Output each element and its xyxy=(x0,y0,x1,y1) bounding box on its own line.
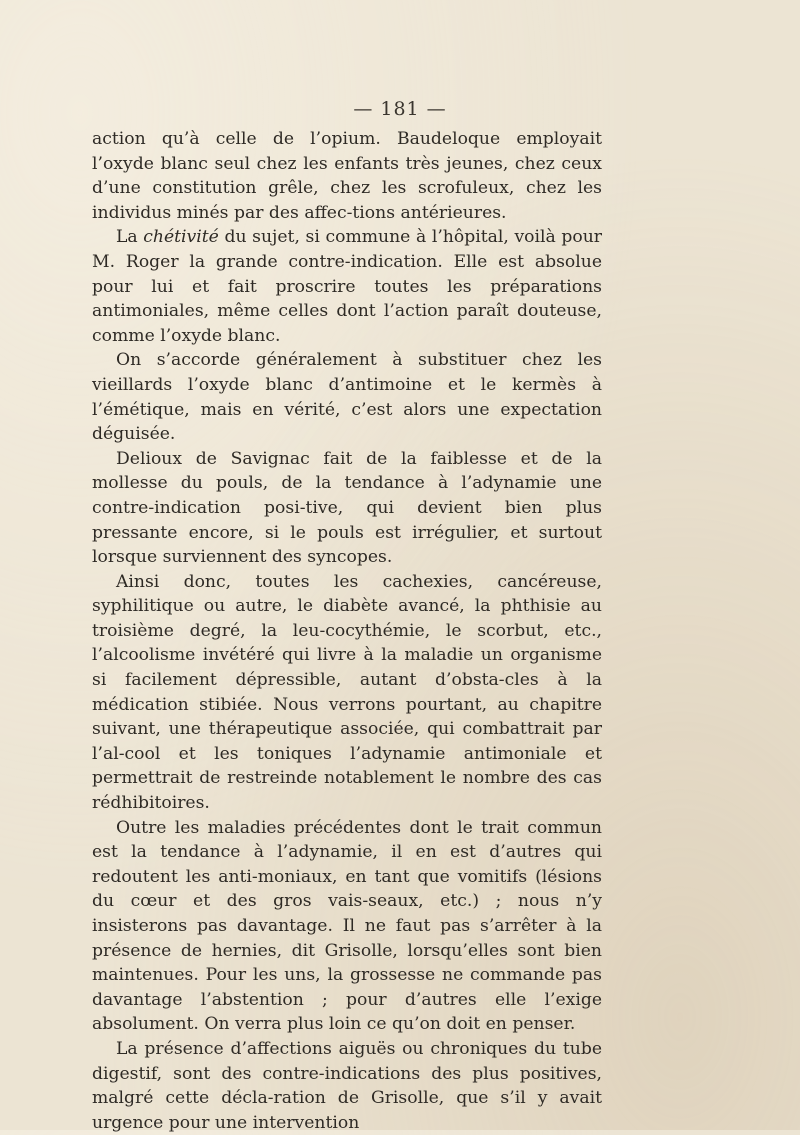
paragraph: action qu’à celle de l’opium. Baudeloque employait l’oxyde blanc seul chez les enfants très jeunes, chez ceux d’une constitution grêle, chez les scrofuleux, chez les individus minés par des affec-tions antérieures. xyxy=(92,129,602,223)
paragraph: On s’accorde généralement à substituer chez les vieillards l’oxyde blanc d’antimoine et le kermès à l’émétique, mais en vérité, c’est alors une expectation déguisée. xyxy=(92,350,602,445)
paragraph-lead: La xyxy=(116,227,144,248)
body-text xyxy=(92,127,602,1135)
paragraph-text: du sujet, si commune à l’hôpital, voilà pour M. Roger la grande contre-indication. Elle est absolue pour lui et fait proscrire toutes les préparations antimoniales, même celles dont l’action paraît douteuse, comme l’oxyde blanc. xyxy=(92,227,602,346)
page-number: — 181 — xyxy=(353,98,447,120)
paragraph: Outre les maladies précédentes dont le trait commun est la tendance à l’adynamie, il en est d’autres qui redoutent les anti-moniaux, en tant que vomitifs (lésions du cœur et des gros vais-seaux, etc.) ; nous n’y insisterons pas davantage. Il ne faut pas s’arrêter à la présence de hernies, dit Grisolle, lorsqu’elles sont bien maintenues. Pour les uns, la grossesse ne commande pas davantage l’abstention ; pour d’autres elle l’exige absolument. On verra plus loin ce qu’on doit en penser. xyxy=(92,817,602,1035)
paragraph xyxy=(92,225,602,348)
paragraph: Ainsi donc, toutes les cachexies, cancéreuse, syphilitique ou autre, le diabète avancé, la phthisie au troisième degré, la leu-cocythémie, le scorbut, etc., l’alcoolisme invétéré qui livre à la maladie un organisme si facilement dépressible, autant d’obsta-cles à la médication stibiée. Nous verrons pourtant, au chapitre suivant, une thérapeutique associée, qui combattrait par l’al-cool et les toniques l’adynamie antimoniale et permettrait de restreinde notablement le nombre des cas rédhibitoires. xyxy=(92,571,602,814)
paragraph: La présence d’affections aiguës ou chroniques du tube digestif, sont des contre-indications des plus positives, malgré cette décla-ration de Grisolle, que s’il y avait urgence pour une intervention xyxy=(92,1038,602,1133)
paragraph: Delioux de Savignac fait de la faiblesse et de la mollesse du pouls, de la tendance à l’adynamie une contre-indication posi-tive, qui devient bien plus pressante encore, si le pouls est irrégulier, et surtout lorsque surviennent des syncopes. xyxy=(92,448,602,568)
emphasized-term: chétivité xyxy=(143,227,219,248)
